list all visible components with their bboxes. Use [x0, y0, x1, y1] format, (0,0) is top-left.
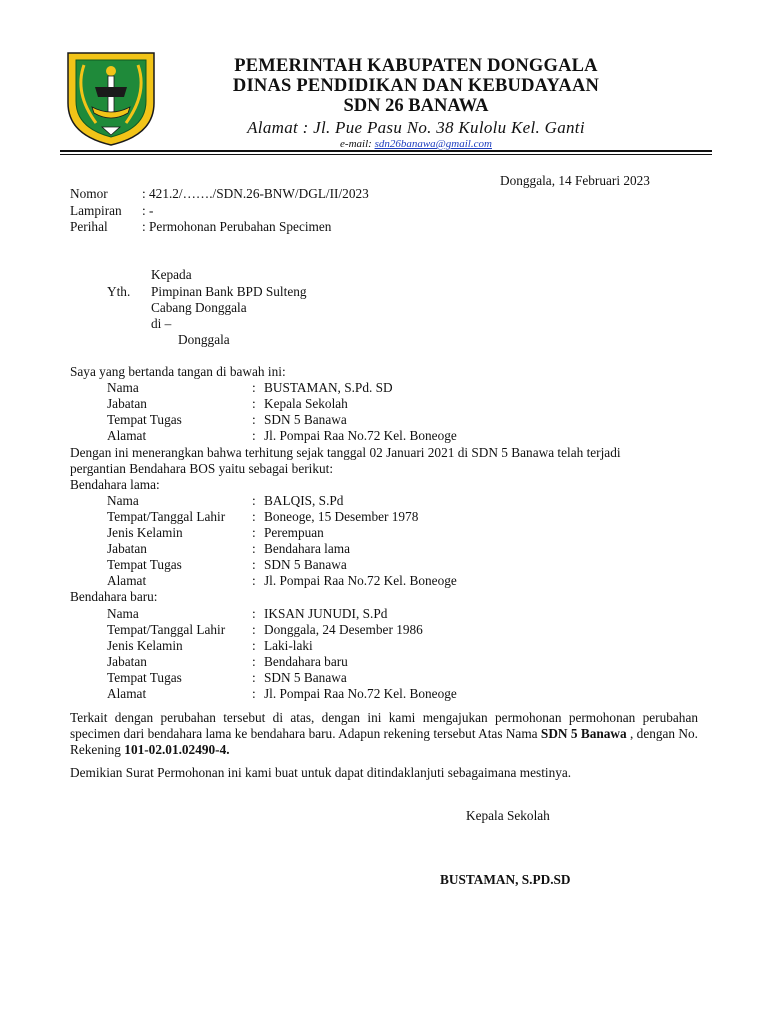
letterhead-email-line	[170, 138, 662, 150]
letterhead	[170, 56, 662, 150]
signature-name: BUSTAMAN, S.PD.SD	[440, 872, 571, 887]
new-treasurer-label: Tempat/Tanggal Lahir	[107, 622, 226, 637]
old-treasurer-colon: :	[252, 493, 256, 508]
new-treasurer-label: Alamat	[107, 686, 147, 701]
new-treasurer-colon: :	[252, 686, 256, 701]
new-treasurer-value: Bendahara baru	[264, 654, 348, 669]
recipient-kepada: Kepada	[151, 267, 192, 282]
old-treasurer-label: Jabatan	[107, 541, 147, 556]
request-paragraph	[70, 710, 698, 758]
new-treasurer-colon: :	[252, 654, 256, 669]
old-treasurer-value: Bendahara lama	[264, 541, 351, 556]
meta-value-nomor: : 421.2/……./SDN.26-BNW/DGL/II/2023	[142, 186, 369, 201]
signer-colon: :	[252, 412, 256, 427]
request-text-1: Terkait dengan perubahan tersebut di atas, dengan ini kami mengajukan permohonan permohonan perubahan specimen dari bendahara lama ke bendahara baru. Adapun rekening tersebut Atas Nama	[70, 710, 698, 741]
meta-label-perihal: Perihal	[70, 219, 108, 234]
recipient-name: Pimpinan Bank BPD Sulteng	[151, 284, 307, 299]
letterhead-government: PEMERINTAH KABUPATEN DONGGALA	[234, 56, 598, 76]
new-treasurer-colon: :	[252, 622, 256, 637]
letter-date: Donggala, 14 Februari 2023	[500, 173, 650, 188]
new-treasurer-value: Jl. Pompai Raa No.72 Kel. Boneoge	[264, 686, 457, 701]
new-treasurer-colon: :	[252, 638, 256, 653]
recipient-di: di –	[151, 316, 172, 331]
email-label: e-mail:	[340, 138, 372, 150]
recipient-city: Donggala	[178, 332, 230, 347]
new-treasurer-title: Bendahara baru:	[70, 589, 158, 604]
letterhead-school: SDN 26 BANAWA	[343, 96, 489, 116]
new-treasurer-label: Nama	[107, 606, 139, 621]
signer-label: Nama	[107, 380, 139, 395]
old-treasurer-value: BALQIS, S.Pd	[264, 493, 344, 508]
signer-value: Kepala Sekolah	[264, 396, 348, 411]
email-link[interactable]: sdn26banawa@gmail.com	[374, 138, 492, 150]
old-treasurer-value: SDN 5 Banawa	[264, 557, 347, 572]
old-treasurer-value: Boneoge, 15 Desember 1978	[264, 509, 419, 524]
meta-label-nomor: Nomor	[70, 186, 108, 201]
old-treasurer-value: Jl. Pompai Raa No.72 Kel. Boneoge	[264, 573, 457, 588]
account-holder-name: SDN 5 Banawa	[540, 726, 627, 741]
old-treasurer-colon: :	[252, 557, 256, 572]
old-treasurer-colon: :	[252, 541, 256, 556]
signature-title: Kepala Sekolah	[466, 808, 550, 823]
signer-value: Jl. Pompai Raa No.72 Kel. Boneoge	[264, 428, 457, 443]
old-treasurer-colon: :	[252, 525, 256, 540]
meta-value-perihal: : Permohonan Perubahan Specimen	[142, 219, 332, 234]
regency-crest-icon	[62, 43, 160, 147]
new-treasurer-value: Donggala, 24 Desember 1986	[264, 622, 423, 637]
new-treasurer-value: SDN 5 Banawa	[264, 670, 347, 685]
intro-text: Saya yang bertanda tangan di bawah ini:	[70, 364, 286, 379]
request-text-2: , dengan No. Rekening	[70, 726, 698, 757]
old-treasurer-label: Tempat Tugas	[107, 557, 182, 572]
signer-label: Alamat	[107, 428, 147, 443]
header-divider-thick	[60, 150, 712, 152]
old-treasurer-label: Alamat	[107, 573, 147, 588]
new-treasurer-value: IKSAN JUNUDI, S.Pd	[264, 606, 388, 621]
old-treasurer-colon: :	[252, 509, 256, 524]
old-treasurer-title: Bendahara lama:	[70, 477, 160, 492]
statement-line-1: Dengan ini menerangkan bahwa terhitung sejak tanggal 02 Januari 2021 di SDN 5 Banawa telah terjadi	[70, 445, 621, 460]
new-treasurer-value: Laki-laki	[264, 638, 313, 653]
old-treasurer-value: Perempuan	[264, 525, 324, 540]
old-treasurer-label: Jenis Kelamin	[107, 525, 183, 540]
new-treasurer-colon: :	[252, 670, 256, 685]
header-divider-thin	[60, 154, 712, 155]
letterhead-department: DINAS PENDIDIKAN DAN KEBUDAYAAN	[232, 76, 600, 96]
signer-label: Tempat Tugas	[107, 412, 182, 427]
statement-line-2: pergantian Bendahara BOS yaitu sebagai berikut:	[70, 461, 334, 476]
meta-label-lampiran: Lampiran	[70, 203, 122, 218]
new-treasurer-colon: :	[252, 606, 256, 621]
signer-value: BUSTAMAN, S.Pd. SD	[264, 380, 393, 395]
old-treasurer-label: Nama	[107, 493, 139, 508]
account-number: 101-02.01.02490-4.	[124, 742, 230, 757]
old-treasurer-colon: :	[252, 573, 256, 588]
signer-value: SDN 5 Banawa	[264, 412, 347, 427]
new-treasurer-label: Tempat Tugas	[107, 670, 182, 685]
signer-label: Jabatan	[107, 396, 147, 411]
closing-text: Demikian Surat Permohonan ini kami buat untuk dapat ditindaklanjuti sebagaimana mestinya.	[70, 765, 572, 780]
new-treasurer-label: Jabatan	[107, 654, 147, 669]
signer-colon: :	[252, 428, 256, 443]
signer-colon: :	[252, 380, 256, 395]
new-treasurer-label: Jenis Kelamin	[107, 638, 183, 653]
signer-colon: :	[252, 396, 256, 411]
recipient-yth: Yth.	[107, 284, 131, 299]
old-treasurer-label: Tempat/Tanggal Lahir	[107, 509, 226, 524]
letterhead-address: Alamat : Jl. Pue Pasu No. 38 Kulolu Kel. Ganti	[247, 118, 585, 137]
recipient-branch: Cabang Donggala	[151, 300, 247, 315]
meta-value-lampiran: : -	[142, 203, 154, 218]
